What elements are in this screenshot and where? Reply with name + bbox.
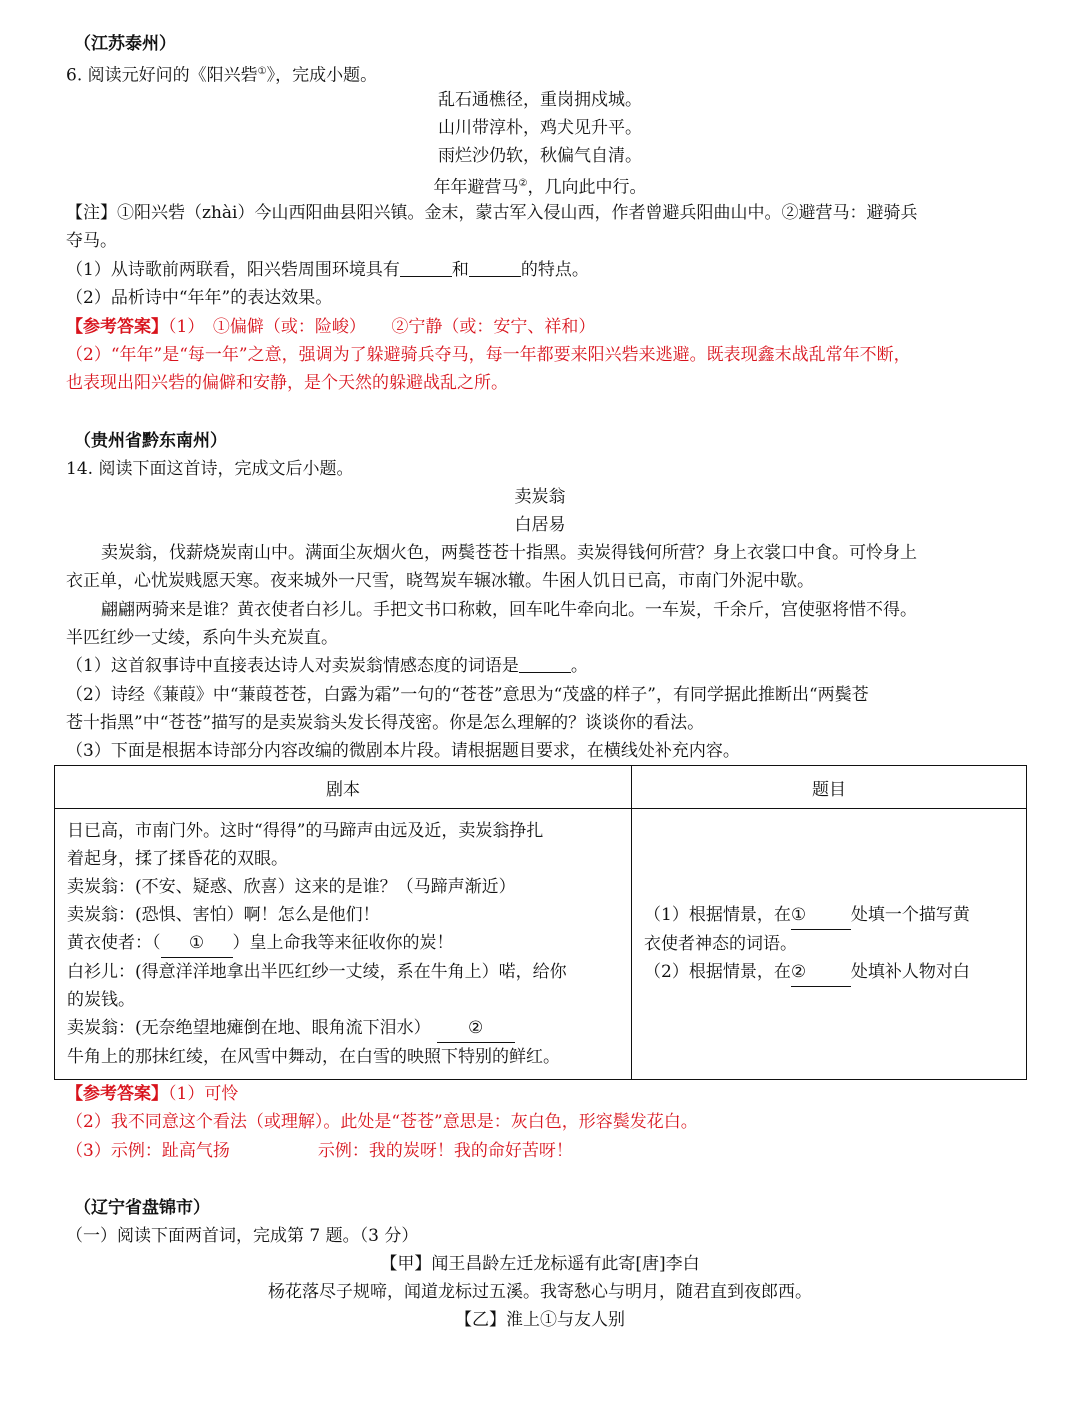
- sub-question-2-line-2: 苍十指黑”中“苍苍”描写的是卖炭翁头发长得茂密。你是怎么理解的？谈谈你的看法。: [66, 713, 705, 733]
- sub-question-2: （2）品析诗中“年年”的表达效果。: [66, 288, 333, 308]
- script-line: 的炭钱。: [67, 990, 135, 1010]
- task-text: 处填一个描写黄: [850, 905, 970, 925]
- answer-line-2: （2）我不同意这个看法（或理解）。此处是“苍苍”意思是：灰白色，形容鬓发花白。: [66, 1112, 698, 1132]
- task-1: [644, 901, 1014, 930]
- poem-line-1: 乱石通樵径，重岗拥戍城。: [438, 90, 642, 110]
- sub1-text: （1）这首叙事诗中直接表达诗人对卖炭翁情感态度的词语是: [66, 656, 519, 676]
- poem-para-1-line-2: 衣正单，心忧炭贱愿天寒。夜来城外一尺雪，晓驾炭车辗冰辙。牛困人饥日已高，市南门外泥中歇。: [66, 571, 814, 591]
- answer-blank: [400, 258, 452, 277]
- task-blank-1: ①: [791, 901, 851, 930]
- task-1-line-2: 衣使者神态的词语。: [644, 934, 797, 954]
- task-text: 处填补人物对白: [850, 962, 970, 982]
- script-line: 日已高，市南门外。这时“得得”的马蹄声由远及近，卖炭翁挣扎: [67, 821, 544, 841]
- region-heading-panjin: （辽宁省盘锦市）: [74, 1198, 210, 1218]
- poem-para-2-line-1: 翩翩两骑来是谁？黄衣使者白衫儿。手把文书口称敕，回车叱牛牵向北。一车炭，千余斤，宫使驱将惜不得。: [101, 600, 917, 620]
- footnote-marker: ①: [257, 66, 267, 77]
- answer-label: 【参考答案】: [66, 1084, 168, 1104]
- region-heading-taizhou: （江苏泰州）: [74, 34, 176, 54]
- prompt-text: 6. 阅读元好问的《阳兴砦: [66, 65, 258, 86]
- poem-a-title: 【甲】闻王昌龄左迁龙标遥有此寄[唐]李白: [380, 1254, 700, 1274]
- task-text: （1）根据情景，在: [644, 905, 791, 925]
- task-2: [644, 958, 1014, 987]
- sub1-and: 和: [451, 260, 469, 280]
- poem-line-3: 雨烂沙仍软，秋偏气自清。: [438, 146, 642, 166]
- sub-question-3: （3）下面是根据本诗部分内容改编的微剧本片段。请根据题目要求，在横线处补充内容。: [66, 741, 740, 761]
- poem-title: 卖炭翁: [514, 487, 566, 507]
- table-header-script: 剧本: [55, 766, 632, 809]
- script-blank-1: ①: [161, 929, 233, 958]
- note-line-1: 【注】①阳兴砦（zhài）今山西阳曲县阳兴镇。金末，蒙古军入侵山西，作者曾避兵阳曲山中。②避营马：避骑兵: [66, 203, 918, 223]
- answer-line-2: （2）“年年”是“每一年”之意，强调为了躲避骑兵夺马，每一年都要来阳兴砦来逃避。既表现鑫末战乱常年不断，: [66, 345, 911, 365]
- sub-question-1: [66, 256, 589, 284]
- sub1-end: 的特点。: [520, 260, 589, 280]
- answer-example-1: （3）示例：趾高气扬: [66, 1141, 230, 1161]
- question-14-prompt: 14. 阅读下面这首诗，完成文后小题。: [66, 459, 354, 479]
- answer-label: 【参考答案】: [66, 317, 168, 337]
- sub1-text: （1）从诗歌前两联看，阳兴砦周围环境具有: [66, 260, 400, 280]
- script-line: 卖炭翁：(恐惧、害怕）啊！怎么是他们！: [67, 905, 380, 925]
- sub-question-1: [66, 652, 588, 680]
- table-header-task: 题目: [632, 766, 1027, 809]
- question-6-prompt: [66, 58, 377, 90]
- task-cell: [632, 809, 1027, 1080]
- poem-para-2-line-2: 半匹红纱一丈绫，系向牛头充炭直。: [66, 628, 338, 648]
- prompt-text-end: 》，完成小题。: [266, 65, 378, 86]
- script-cell: [55, 809, 632, 1080]
- region-heading-qiandongnan: （贵州省黔东南州）: [74, 431, 227, 451]
- script-table: [54, 765, 1027, 1080]
- poem-a-line: 杨花落尽子规啼，闻道龙标过五溪。我寄愁心与明月，随君直到夜郎西。: [268, 1282, 812, 1302]
- script-line: 牛角上的那抹红绫，在风雪中舞动，在白雪的映照下特别的鲜红。: [67, 1047, 560, 1067]
- sub-question-2-line-1: （2）诗经《蒹葭》中“蒹葭苍苍，白露为霜”一句的“苍苍”意思为“茂盛的样子”，有同学据此推断出“两鬓苍: [66, 685, 869, 705]
- task-blank-2: ②: [791, 958, 851, 987]
- answer-line-3: [66, 1137, 573, 1165]
- sub1-end: 。: [570, 656, 588, 676]
- answer-example-2: 示例：我的炭呀！我的命好苦呀！: [317, 1141, 573, 1161]
- task-text: （2）根据情景，在: [644, 962, 791, 982]
- answer-blank: [469, 258, 521, 277]
- question-7-prompt: （一）阅读下面两首词，完成第 7 题。（3 分）: [66, 1226, 419, 1246]
- script-line: [67, 929, 621, 958]
- script-line: 白衫儿：(得意洋洋地拿出半匹红纱一丈绫，系在牛角上）喏，给你: [67, 962, 567, 982]
- script-blank-2: ②: [437, 1014, 515, 1043]
- script-line: [67, 1014, 621, 1043]
- poem-author: 白居易: [514, 515, 566, 535]
- poem-line-4-text: 年年避营马: [433, 177, 519, 198]
- answer-text: （1） ①偏僻（或：险峻） ②宁静（或：安宁、祥和）: [168, 317, 596, 337]
- poem-line-4: [0, 170, 1080, 202]
- answer-line-1: [66, 1080, 238, 1108]
- script-text: 卖炭翁：(无奈绝望地瘫倒在地、眼角流下泪水）: [67, 1018, 431, 1038]
- poem-b-title: 【乙】淮上①与友人别: [455, 1310, 625, 1330]
- note-line-2: 夺马。: [66, 231, 117, 251]
- answer-text: （1）可怜: [168, 1084, 239, 1104]
- answer-line-3: 也表现出阳兴砦的偏僻和安静，是个天然的躲避战乱之所。: [66, 373, 508, 393]
- script-line: 着起身，揉了揉昏花的双眼。: [67, 849, 288, 869]
- script-text: 黄衣使者：（: [67, 933, 161, 953]
- script-line: 卖炭翁：(不安、疑惑、欣喜）这来的是谁？（马蹄声渐近）: [67, 877, 516, 897]
- poem-line-4-end: ，几向此中行。: [527, 177, 647, 198]
- answer-blank: [519, 654, 571, 673]
- footnote-marker: ②: [518, 178, 528, 189]
- answer-line-1: [66, 313, 595, 341]
- script-text: ）皇上命我等来征收你的炭！: [232, 933, 454, 953]
- poem-line-2: 山川带淳朴，鸡犬见升平。: [438, 118, 642, 138]
- poem-para-1-line-1: 卖炭翁，伐薪烧炭南山中。满面尘灰烟火色，两鬓苍苍十指黑。卖炭得钱何所营？身上衣裳口中食。可怜身上: [101, 543, 917, 563]
